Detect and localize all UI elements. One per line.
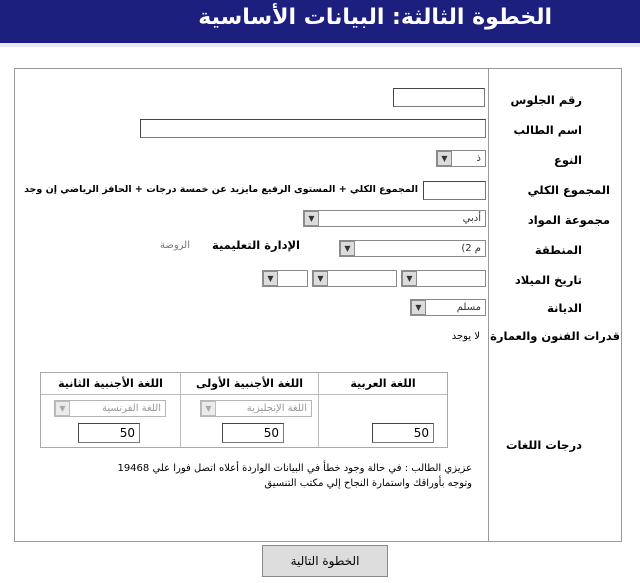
total-score-input[interactable] (423, 181, 486, 200)
religion-select-value: مسلم (456, 302, 481, 313)
dropdown-arrow-icon[interactable]: ▼ (201, 401, 216, 416)
second-foreign-grade-input[interactable]: 50 (78, 423, 140, 443)
region-label: المنطقة (534, 243, 582, 257)
subject-group-select-value: أدبي (462, 213, 481, 224)
first-foreign-language-select[interactable] (200, 400, 312, 417)
subject-group-label: مجموعة المواد (527, 213, 610, 227)
region-select-value: م 2) (461, 243, 481, 254)
gender-select-value: ذ (476, 153, 481, 164)
student-name-label: اسم الطالب (513, 123, 582, 137)
subject-group-select[interactable] (303, 210, 486, 227)
language-grades-label: درجات اللغات (505, 438, 582, 452)
second-foreign-language-header: اللغة الأجنبية الثانية (58, 377, 163, 390)
gender-label: النوع (553, 153, 582, 167)
first-foreign-language-header: اللغة الأجنبية الأولى (195, 377, 304, 390)
page-title: الخطوة الثالثة: البيانات الأساسية (198, 5, 552, 30)
arabic-grade-input[interactable]: 50 (372, 423, 434, 443)
header-divider (0, 43, 640, 47)
seat-number-input[interactable] (393, 88, 485, 107)
label-column-divider (488, 68, 489, 541)
educational-admin-label: الإدارة التعليمية (212, 238, 300, 252)
total-score-note: المجموع الكلي + المستوى الرفيع مايزيد عن خمسة درجات + الحافز الرياضي إن وجد (24, 184, 418, 195)
arabic-language-header: اللغة العربية (350, 377, 416, 390)
table-header-divider (41, 394, 447, 395)
dropdown-arrow-icon[interactable]: ▼ (55, 401, 70, 416)
birth-date-label: تاريخ الميلاد (514, 273, 582, 287)
seat-number-label: رقم الجلوس (510, 93, 582, 107)
total-score-label: المجموع الكلي (527, 183, 610, 197)
dropdown-arrow-icon[interactable]: ▼ (340, 241, 355, 256)
dropdown-arrow-icon[interactable]: ▼ (263, 271, 278, 286)
arts-ability-label: قدرات الفنون والعمارة (490, 329, 620, 343)
next-step-button[interactable]: الخطوة التالية (262, 545, 388, 577)
correction-notice (117, 461, 472, 491)
educational-admin-value: الروضة (159, 240, 190, 251)
notice-line-1: عزيزي الطالب : في حالة وجود خطأ في البيانات الواردة أعلاه اتصل فورا علي 19468 (117, 463, 472, 474)
first-foreign-grade-input[interactable]: 50 (222, 423, 284, 443)
dropdown-arrow-icon[interactable]: ▼ (304, 211, 319, 226)
student-name-input[interactable] (140, 119, 486, 138)
religion-label: الديانة (547, 301, 582, 315)
dropdown-arrow-icon[interactable]: ▼ (402, 271, 417, 286)
page-header (0, 0, 640, 43)
second-foreign-language-select[interactable] (54, 400, 166, 417)
arts-ability-value: لا يوجد (451, 331, 480, 342)
first-foreign-language-value: اللغة الإنجليزية (246, 403, 307, 414)
dropdown-arrow-icon[interactable]: ▼ (313, 271, 328, 286)
dropdown-arrow-icon[interactable]: ▼ (437, 151, 452, 166)
notice-line-2: وتوجه بأوراقك واستمارة النجاح إلي مكتب التنسيق (264, 478, 472, 489)
region-select[interactable] (339, 240, 486, 257)
dropdown-arrow-icon[interactable]: ▼ (411, 300, 426, 315)
second-foreign-language-value: اللغة الفرنسية (102, 403, 161, 414)
